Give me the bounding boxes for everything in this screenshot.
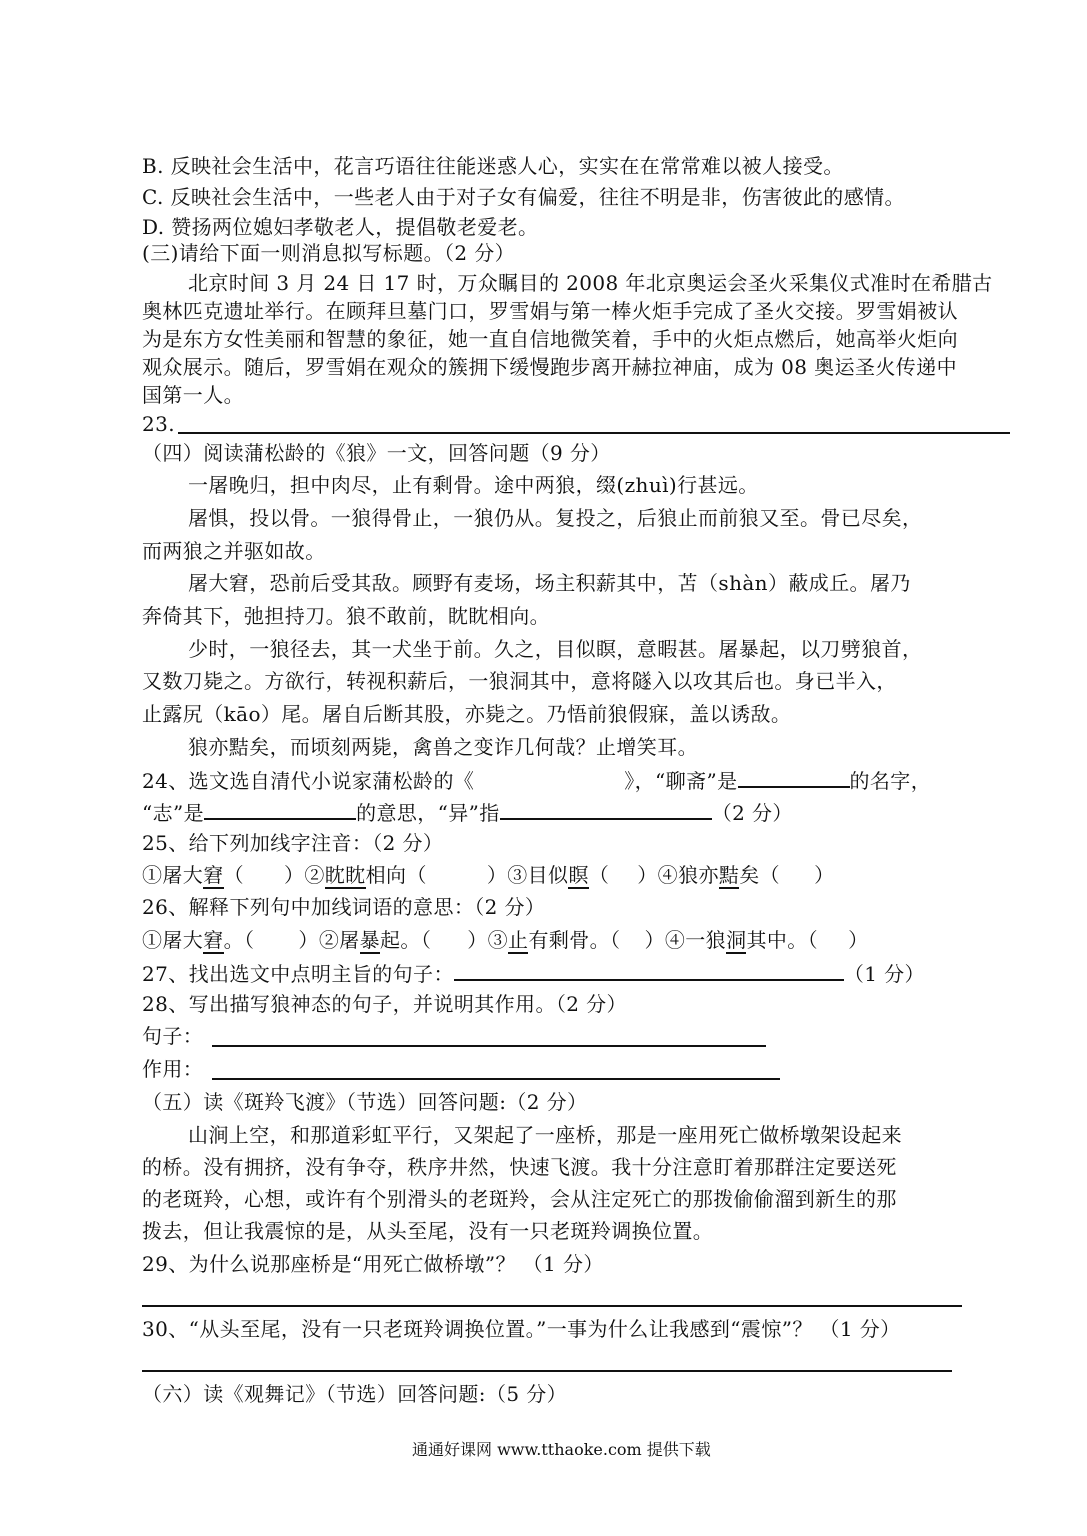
- wolf-p2a: 屠惧，投以骨。一狼得骨止，一狼仍从。复投之，后狼止而前狼又至。骨已尽矣，: [188, 506, 923, 530]
- q26-items: ①屠大窘。（ ）②屠暴起。（ ）③止有剩骨。（ ）④一狼洞其中。（ ）: [142, 928, 869, 952]
- q23-label: 23.: [142, 412, 176, 436]
- wolf-p3b: 奔倚其下，弛担持刀。狼不敢前，眈眈相向。: [142, 604, 550, 628]
- news-line-4: 观众展示。随后，罗雪娟在观众的簇拥下缓慢跑步离开赫拉神庙，成为 08 奥运圣火传递中: [142, 355, 957, 379]
- q28-effect-line[interactable]: [212, 1078, 780, 1080]
- q30-label: 30、“从头至尾，没有一只老斑羚调换位置。”一事为什么让我感到“震惊”？ （1 分）: [142, 1317, 901, 1341]
- q28-heading: 28、写出描写狼神态的句子，并说明其作用。（2 分）: [142, 992, 627, 1016]
- wolf-p3a: 屠大窘，恐前后受其敌。顾野有麦场，场主积薪其中，苫（shàn）蔽成丘。屠乃: [188, 571, 911, 595]
- q24-blank-yi[interactable]: [500, 798, 712, 820]
- option-b: B. 反映社会生活中，花言巧语往往能迷惑人心，实实在在常常难以被人接受。: [142, 154, 844, 178]
- q29-label: 29、为什么说那座桥是“用死亡做桥墩”？ （1 分）: [142, 1252, 604, 1276]
- q26-heading: 26、解释下列句中加线词语的意思：（2 分）: [142, 895, 546, 919]
- q28-sentence-line[interactable]: [212, 1045, 766, 1047]
- q27-answer-line[interactable]: [454, 959, 844, 981]
- antelope-line-2: 的桥。没有拥挤，没有争夺，秩序井然，快速飞渡。我十分注意盯着那群注定要送死: [142, 1155, 897, 1179]
- section6-heading: （六）读《观舞记》（节选）回答问题:（5 分）: [142, 1382, 568, 1406]
- q29-answer-line[interactable]: [142, 1305, 962, 1307]
- option-d: D. 赞扬两位媳妇孝敬老人，提倡敬老爱老。: [142, 215, 539, 239]
- section3-heading: (三)请给下面一则消息拟写标题。（2 分）: [142, 241, 516, 265]
- page-footer: 通通好课网 www.tthaoke.com 提供下载: [412, 1440, 711, 1459]
- section5-heading: （五）读《斑羚飞渡》（节选）回答问题:（2 分）: [142, 1090, 588, 1114]
- wolf-p5: 狼亦黠矣，而顷刻两毙，禽兽之变诈几何哉？止增笑耳。: [188, 735, 698, 759]
- wolf-p4a: 少时，一狼径去，其一犬坐于前。久之，目似瞑，意暇甚。屠暴起，以刀劈狼首，: [188, 637, 923, 661]
- antelope-line-4: 拨去，但让我震惊的是，从头至尾，没有一只老斑羚调换位置。: [142, 1219, 714, 1243]
- antelope-line-3: 的老斑羚，心想，或许有个别滑头的老斑羚，会从注定死亡的那拨偷偷溜到新生的那: [142, 1187, 897, 1211]
- q24-blank-zhi[interactable]: [204, 798, 356, 820]
- wolf-p4c: 止露尻（kāo）尾。屠自后断其股，亦毙之。乃悟前狼假寐，盖以诱敌。: [142, 702, 792, 726]
- news-line-1: 北京时间 3 月 24 日 17 时，万众瞩目的 2008 年北京奥运会圣火采集仪式准时在希腊古: [188, 271, 993, 295]
- q28-sentence-label: 句子：: [142, 1024, 204, 1048]
- q27-line: 27、找出选文中点明主旨的句子： （1 分）: [142, 959, 925, 987]
- antelope-line-1: 山涧上空，和那道彩虹平行，又架起了一座桥，那是一座用死亡做桥墩架设起来: [188, 1123, 902, 1147]
- q23-answer-line[interactable]: [178, 432, 1010, 434]
- q24-blank-liaozhai[interactable]: [738, 766, 850, 788]
- wolf-p4b: 又数刀毙之。方欲行，转视积薪后，一狼洞其中，意将隧入以攻其后也。身已半入，: [142, 669, 897, 693]
- q25-items: ①屠大窘（ ）②眈眈相向（ ）③目似瞑（ ）④狼亦黠矣（ ）: [142, 863, 835, 887]
- option-c: C. 反映社会生活中，一些老人由于对子女有偏爱，往往不明是非，伤害彼此的感情。: [142, 185, 905, 209]
- q25-heading: 25、给下列加线字注音：（2 分）: [142, 831, 444, 855]
- news-line-3: 为是东方女性美丽和智慧的象征，她一直自信地微笑着，手中的火炬点燃后，她高举火炬向: [142, 327, 958, 351]
- q24-line-2: “志”是 的意思，“异”指 （2 分）: [142, 798, 793, 826]
- q24-line-1: 24、选文选自清代小说家蒲松龄的《 》，“聊斋”是 的名字，: [142, 766, 931, 794]
- wolf-p2b: 而两狼之并驱如故。: [142, 539, 326, 563]
- news-line-2: 奥林匹克遗址举行。在顾拜旦墓门口，罗雪娟与第一棒火炬手完成了圣火交接。罗雪娟被认: [142, 299, 958, 323]
- section4-heading: （四）阅读蒲松龄的《狼》一文，回答问题（9 分）: [142, 441, 611, 465]
- q30-answer-line[interactable]: [142, 1370, 952, 1372]
- q28-effect-label: 作用：: [142, 1057, 204, 1081]
- wolf-p1: 一屠晚归，担中肉尽，止有剩骨。途中两狼，缀(zhuì)行甚远。: [188, 473, 759, 497]
- news-line-5: 国第一人。: [142, 383, 244, 407]
